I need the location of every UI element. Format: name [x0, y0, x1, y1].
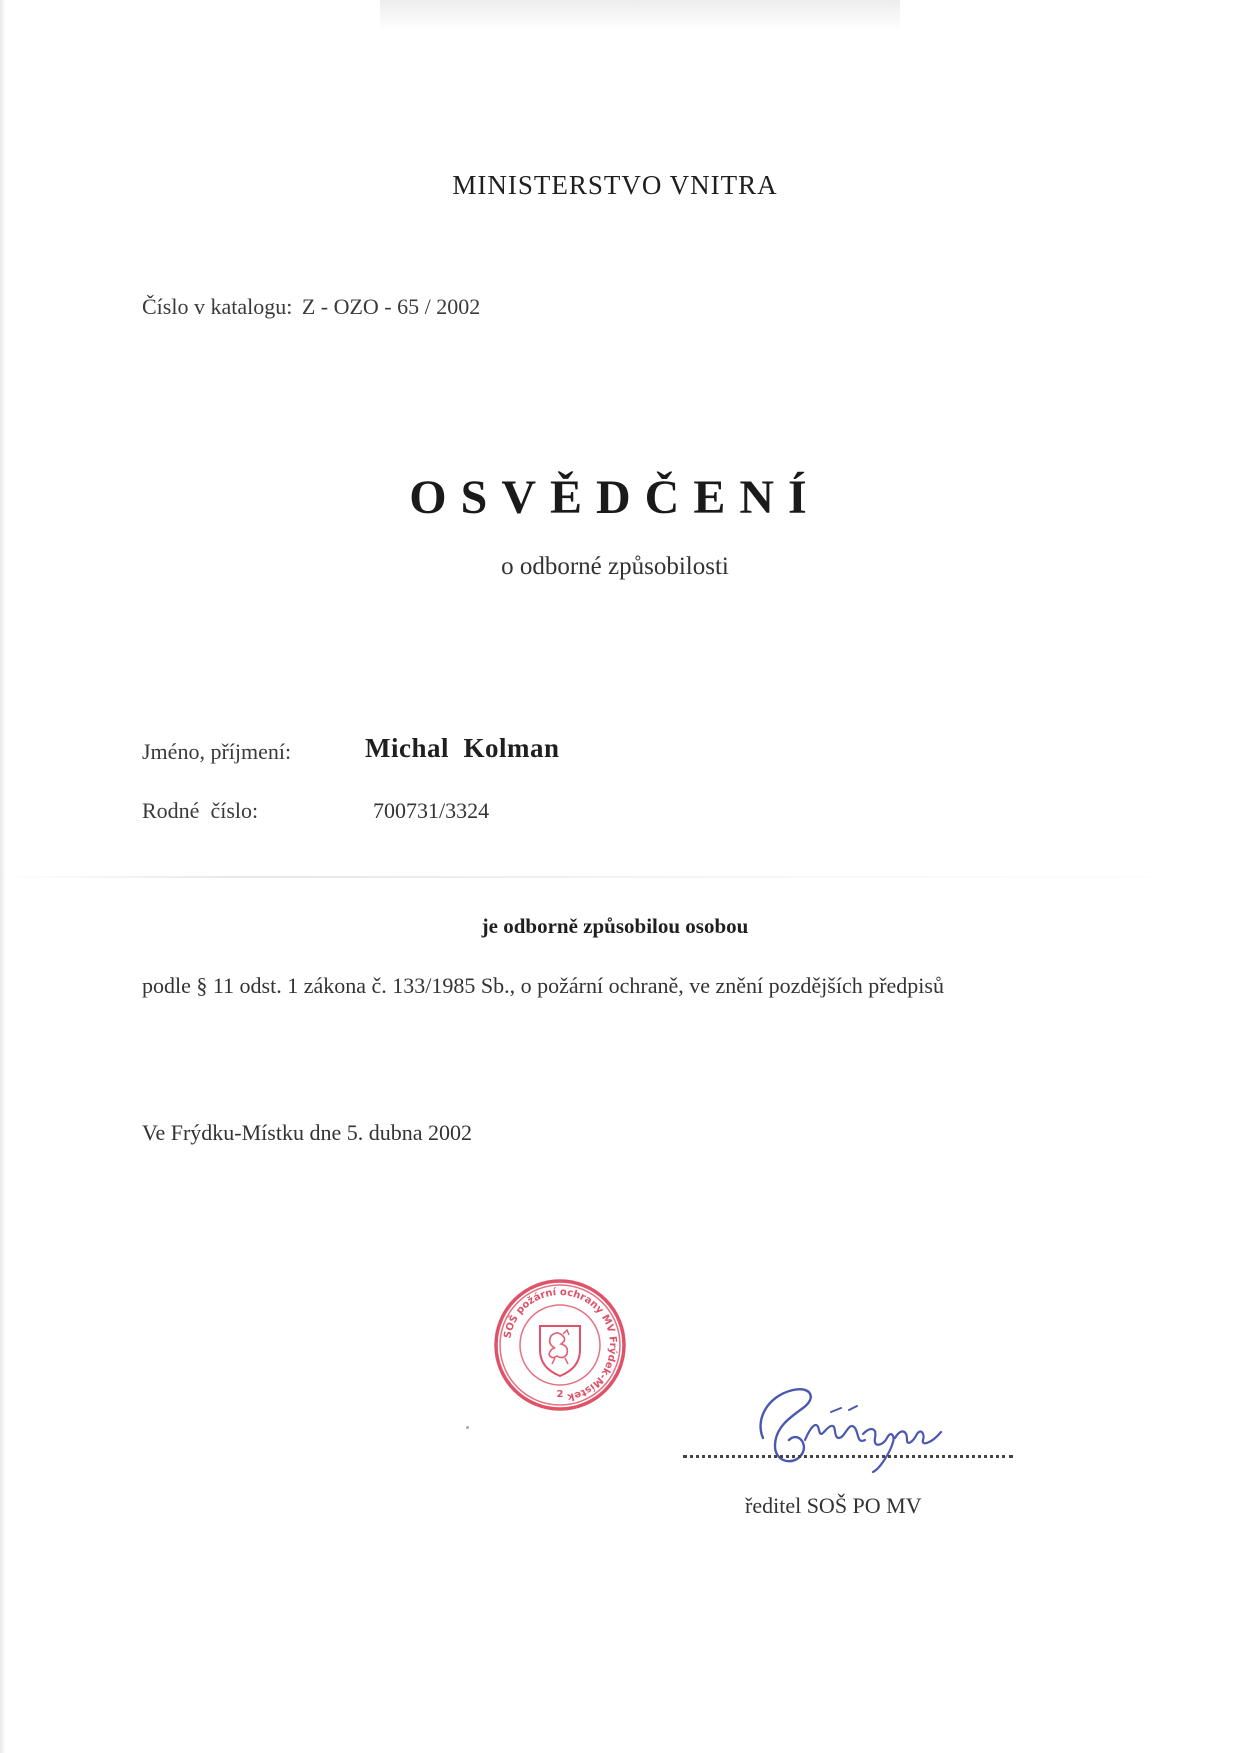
certificate-subtitle: o odborné způsobilosti	[501, 553, 729, 580]
signature-line	[683, 1455, 1013, 1458]
stamp-text: SOŠ požární ochrany MV Frýdek-Místek	[502, 1286, 619, 1403]
birth-number-label: Rodné číslo:	[142, 798, 259, 823]
birth-number-value: 700731/3324	[373, 798, 490, 823]
place-and-date: Ve Frýdku-Místku dne 5. dubna 2002	[142, 1120, 472, 1145]
competence-statement: je odborně způsobilou osobou	[481, 914, 749, 938]
signature-icon	[745, 1368, 965, 1478]
catalog-label: Číslo v katalogu:	[142, 294, 293, 319]
catalog-number	[142, 294, 480, 320]
official-stamp	[493, 1278, 627, 1412]
scan-top-smudge	[380, 0, 900, 30]
catalog-value: Z - OZO - 65 / 2002	[301, 294, 481, 319]
stamp-seal-icon	[493, 1278, 627, 1412]
ministry-heading: MINISTERSTVO VNITRA	[452, 170, 778, 200]
handwritten-signature	[745, 1368, 965, 1478]
name-label: Jméno, příjmení:	[142, 739, 292, 764]
legal-basis: podle § 11 odst. 1 zákona č. 133/1985 Sb., o požární ochraně, ve znění pozdějších předpisů	[142, 973, 944, 998]
name-value: Michal Kolman	[365, 733, 560, 763]
scan-speck	[466, 1426, 469, 1429]
paper-fold-line	[0, 876, 1240, 878]
stamp-number: 2	[556, 1389, 564, 1400]
certificate-title: OSVĚDČENÍ	[409, 471, 821, 524]
signer-title: ředitel SOŠ PO MV	[745, 1493, 922, 1518]
